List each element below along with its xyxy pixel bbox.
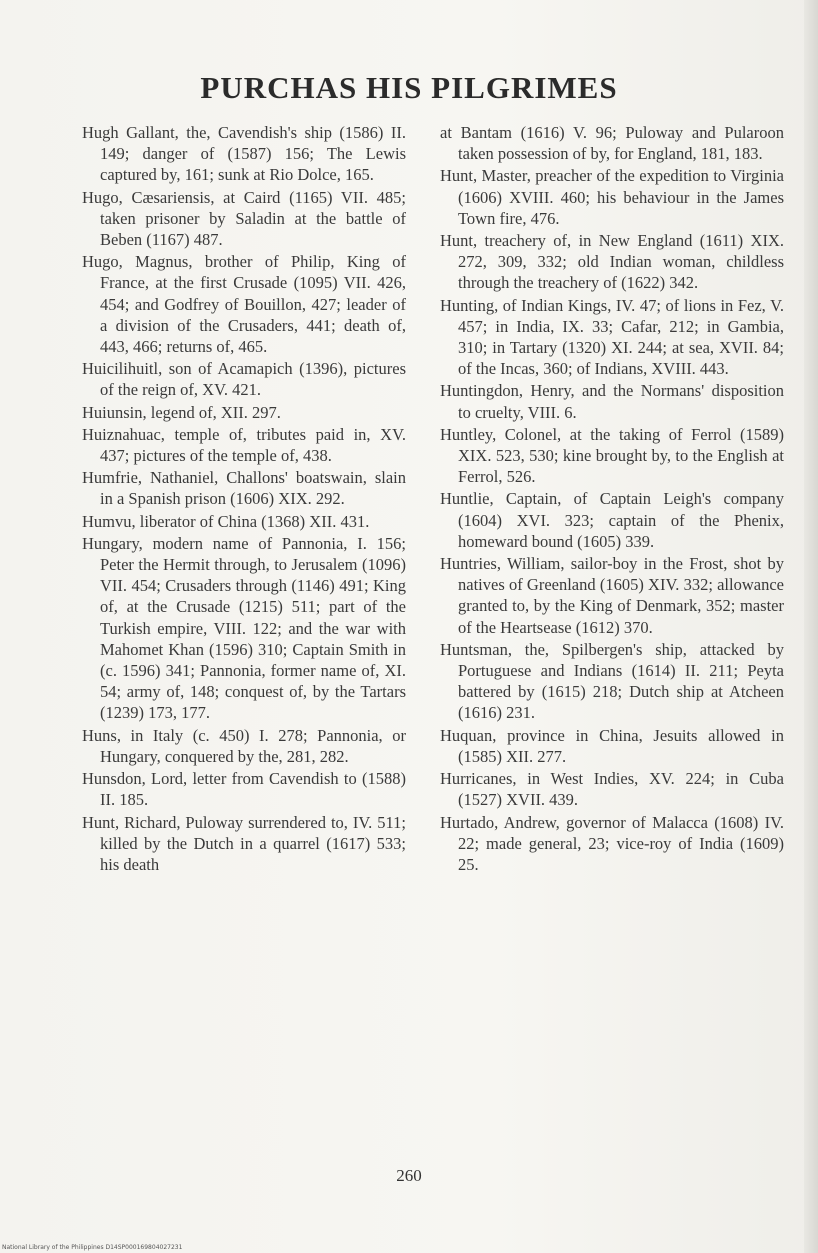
index-entry: Huicilihuitl, son of Acamapich (1396), pictures of the reign of, XV. 421.: [82, 359, 406, 400]
index-entry: Humfrie, Nathaniel, Challons' boatswain, slain in a Spanish prison (1606) XIX. 292.: [82, 468, 406, 509]
index-entry: Hunt, Richard, Puloway surrendered to, IV. 511; killed by the Dutch in a quarrel (1617) 533; his death: [82, 812, 406, 874]
index-entry: Huns, in Italy (c. 450) I. 278; Pannonia, or Hungary, conquered by the, 281, 282.: [82, 725, 406, 766]
index-entry: Hunt, treachery of, in New England (1611) XIX. 272, 309, 332; old Indian woman, childless through the treachery of (1622) 342.: [440, 231, 784, 293]
index-entry: Hugo, Cæsariensis, at Caird (1165) VII. 485; taken prisoner by Saladin at the battle of Beben (1167) 487.: [82, 187, 406, 250]
index-entry: Hunt, Master, preacher of the expedition to Virginia (1606) XVIII. 460; his behaviour in the James Town fire, 476.: [440, 166, 784, 228]
index-entry: Hunting, of Indian Kings, IV. 47; of lions in Fez, V. 457; in India, IX. 33; Cafar, 212; in Gambia, 310; in Tartary (1320) XI. 244; at sea, XVII. 84; of the Incas, 360; of Indians, XVIII. 443.: [440, 295, 784, 379]
page-title: PURCHAS HIS PILGRIMES: [200, 70, 618, 105]
index-entry: at Bantam (1616) V. 96; Puloway and Pularoon taken possession of by, for England, 181, 183.: [440, 123, 784, 164]
index-entry: Hugh Gallant, the, Cavendish's ship (1586) II. 149; danger of (1587) 156; The Lewis captured by, 161; sunk at Rio Dolce, 165.: [82, 123, 406, 185]
index-entry: Hunsdon, Lord, letter from Cavendish to (1588) II. 185.: [82, 769, 406, 810]
index-column-left: [82, 122, 406, 875]
index-entry: Huiunsin, legend of, XII. 297.: [82, 402, 281, 422]
index-entry: Humvu, liberator of China (1368) XII. 431.: [82, 511, 370, 531]
index-entry: Huntingdon, Henry, and the Normans' disposition to cruelty, VIII. 6.: [440, 381, 784, 422]
page-number: 260: [396, 1166, 422, 1185]
index-entry: Huntsman, the, Spilbergen's ship, attacked by Portuguese and Indians (1614) II. 211; Peyta battered by (1615) 218; Dutch ship at Atcheen (1616) 231.: [440, 639, 784, 723]
index-entry: Huntlie, Captain, of Captain Leigh's company (1604) XVI. 323; captain of the Phenix, homeward bound (1605) 339.: [440, 489, 784, 551]
index-column-right: [440, 122, 784, 875]
index-entry: Hurricanes, in West Indies, XV. 224; in Cuba (1527) XVII. 439.: [440, 769, 784, 810]
index-entry: Hurtado, Andrew, governor of Malacca (1608) IV. 22; made general, 23; vice-roy of India (1609) 25.: [440, 812, 784, 874]
index-entry: Hugo, Magnus, brother of Philip, King of France, at the first Crusade (1095) VII. 426, 454; and Godfrey of Bouillon, 427; leader of a division of the Crusaders, 441; death of, 443, 466; returns of, 465.: [82, 252, 406, 357]
page-edge: [804, 0, 818, 1253]
index-entry: Huquan, province in China, Jesuits allowed in (1585) XII. 277.: [440, 725, 784, 766]
scan-footer: National Library of the Philippines D14SP000169804027231: [2, 1244, 183, 1251]
index-entry: Huiznahuac, temple of, tributes paid in, XV. 437; pictures of the temple of, 438.: [82, 424, 406, 466]
index-entry: Huntries, William, sailor-boy in the Frost, shot by natives of Greenland (1605) XIV. 332; allowance granted to, by the King of Denmark, 352; master of the Heartsease (1612) 370.: [440, 554, 784, 637]
index-entry: Hungary, modern name of Pannonia, I. 156; Peter the Hermit through, to Jerusalem (1096) VII. 454; Crusaders through (1146) 491; King of, at the Crusade (1215) 511; part of the Turkish empire, VIII. 122; and the war with Mahomet Khan (1596) 310; Captain Smith in (c. 1596) 341; Pannonia, former name of, XI. 54; army of, 148; conquest of, by the Tartars (1239) 173, 177.: [82, 533, 406, 723]
index-entry: Huntley, Colonel, at the taking of Ferrol (1589) XIX. 523, 530; kine brought by, to the English at Ferrol, 526.: [440, 424, 784, 487]
